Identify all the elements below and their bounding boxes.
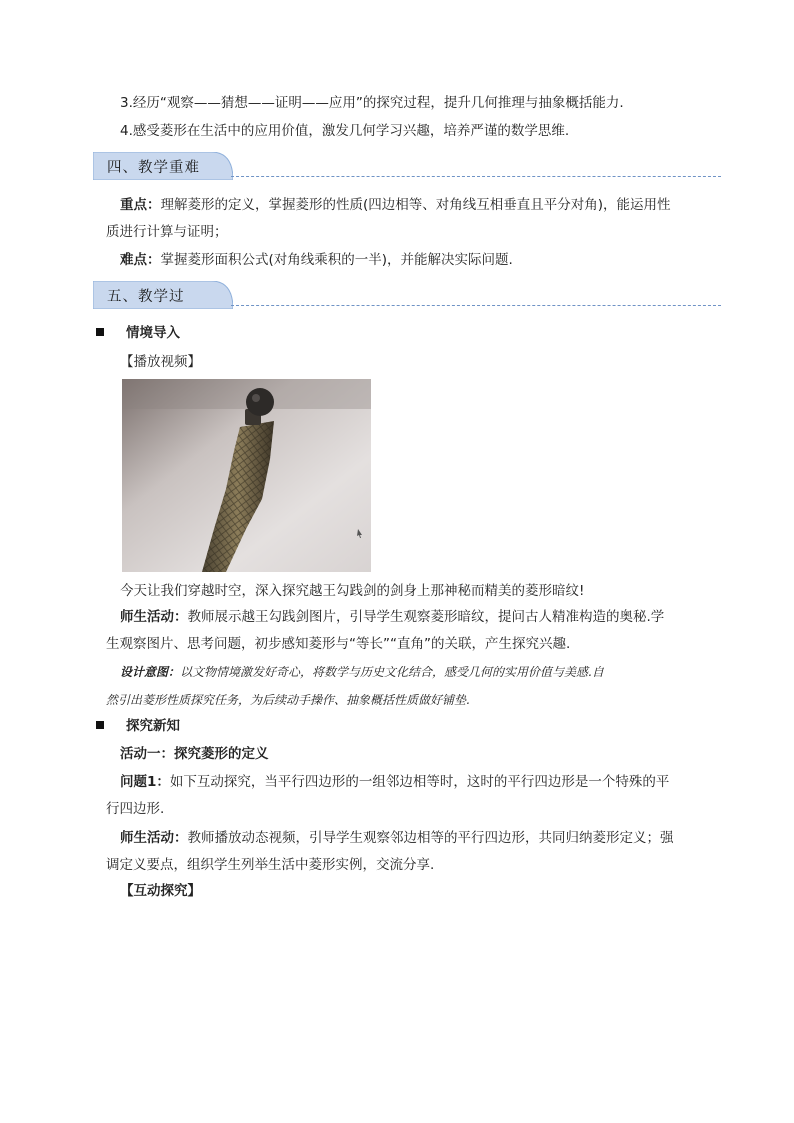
section-title: 五、教学过 <box>107 289 185 305</box>
section-divider <box>231 305 721 306</box>
activity-label: 师生活动： <box>120 830 188 846</box>
heading-text: 探究新知 <box>126 718 180 734</box>
sword-photo <box>122 379 371 572</box>
key-point-text-2: 质进行计算与证明； <box>106 224 228 240</box>
square-bullet-icon <box>96 721 104 729</box>
activity-paragraph <box>106 605 706 629</box>
square-bullet-icon <box>96 328 104 336</box>
section-divider <box>231 176 721 177</box>
activity1-title: 活动一：探究菱形的定义 <box>120 746 269 762</box>
intro-text: 今天让我们穿越时空，深入探究越王勾践剑的剑身上那神秘而精美的菱形暗纹! <box>120 583 585 599</box>
difficulty-label: 难点： <box>120 252 161 268</box>
bullet-heading-explore <box>96 716 180 736</box>
key-point-label: 重点： <box>120 197 161 213</box>
video-tag: 【播放视频】 <box>120 354 201 370</box>
design-text-2: 然引出菱形性质探究任务，为后续动手操作、抽象概括性质做好铺垫. <box>106 693 470 707</box>
objective-3: 3.经历“观察——猜想——证明——应用”的探究过程，提升几何推理与抽象概括能力. <box>120 95 624 111</box>
design-label: 设计意图： <box>120 665 181 679</box>
interactive-tag: 【互动探究】 <box>120 883 201 899</box>
question1-text-2: 行四边形. <box>106 801 165 817</box>
heading-text: 情境导入 <box>126 325 180 341</box>
question1-label: 问题1： <box>120 774 170 790</box>
difficulty-paragraph <box>120 250 513 270</box>
key-point-text-1: 理解菱形的定义，掌握菱形的性质(四边相等、对角线互相垂直且平分对角)，能运用性 <box>160 197 671 213</box>
activity-label: 师生活动： <box>120 609 188 625</box>
activity2-paragraph <box>120 828 674 848</box>
section-header-4 <box>93 152 721 180</box>
activity2-text-1: 教师播放动态视频，引导学生观察邻边相等的平行四边形，共同归纳菱形定义；强 <box>187 830 674 846</box>
key-point-paragraph <box>106 193 706 217</box>
design-paragraph <box>120 662 604 682</box>
activity-text-1: 教师展示越王勾践剑图片，引导学生观察菱形暗纹，提问古人精准构造的奥秘.学 <box>187 609 665 625</box>
question1-paragraph <box>120 772 669 792</box>
section-title: 四、教学重难 <box>107 160 200 176</box>
difficulty-text: 掌握菱形面积公式(对角线乘积的一半)，并能解决实际问题. <box>160 252 513 268</box>
objective-4: 4.感受菱形在生活中的应用价值，激发几何学习兴趣，培养严谨的数学思维. <box>120 123 570 139</box>
section-header-5 <box>93 281 721 309</box>
bullet-heading-intro <box>96 323 180 343</box>
activity2-text-2: 调定义要点，组织学生列举生活中菱形实例，交流分享. <box>106 857 435 873</box>
activity-text-2: 生观察图片、思考问题，初步感知菱形与“等长”“直角”的关联，产生探究兴趣. <box>106 636 571 652</box>
question1-text-1: 如下互动探究，当平行四边形的一组邻边相等时，这时的平行四边形是一个特殊的平 <box>169 774 670 790</box>
design-text-1: 以文物情境激发好奇心，将数学与历史文化结合，感受几何的实用价值与美感.自 <box>180 665 604 679</box>
